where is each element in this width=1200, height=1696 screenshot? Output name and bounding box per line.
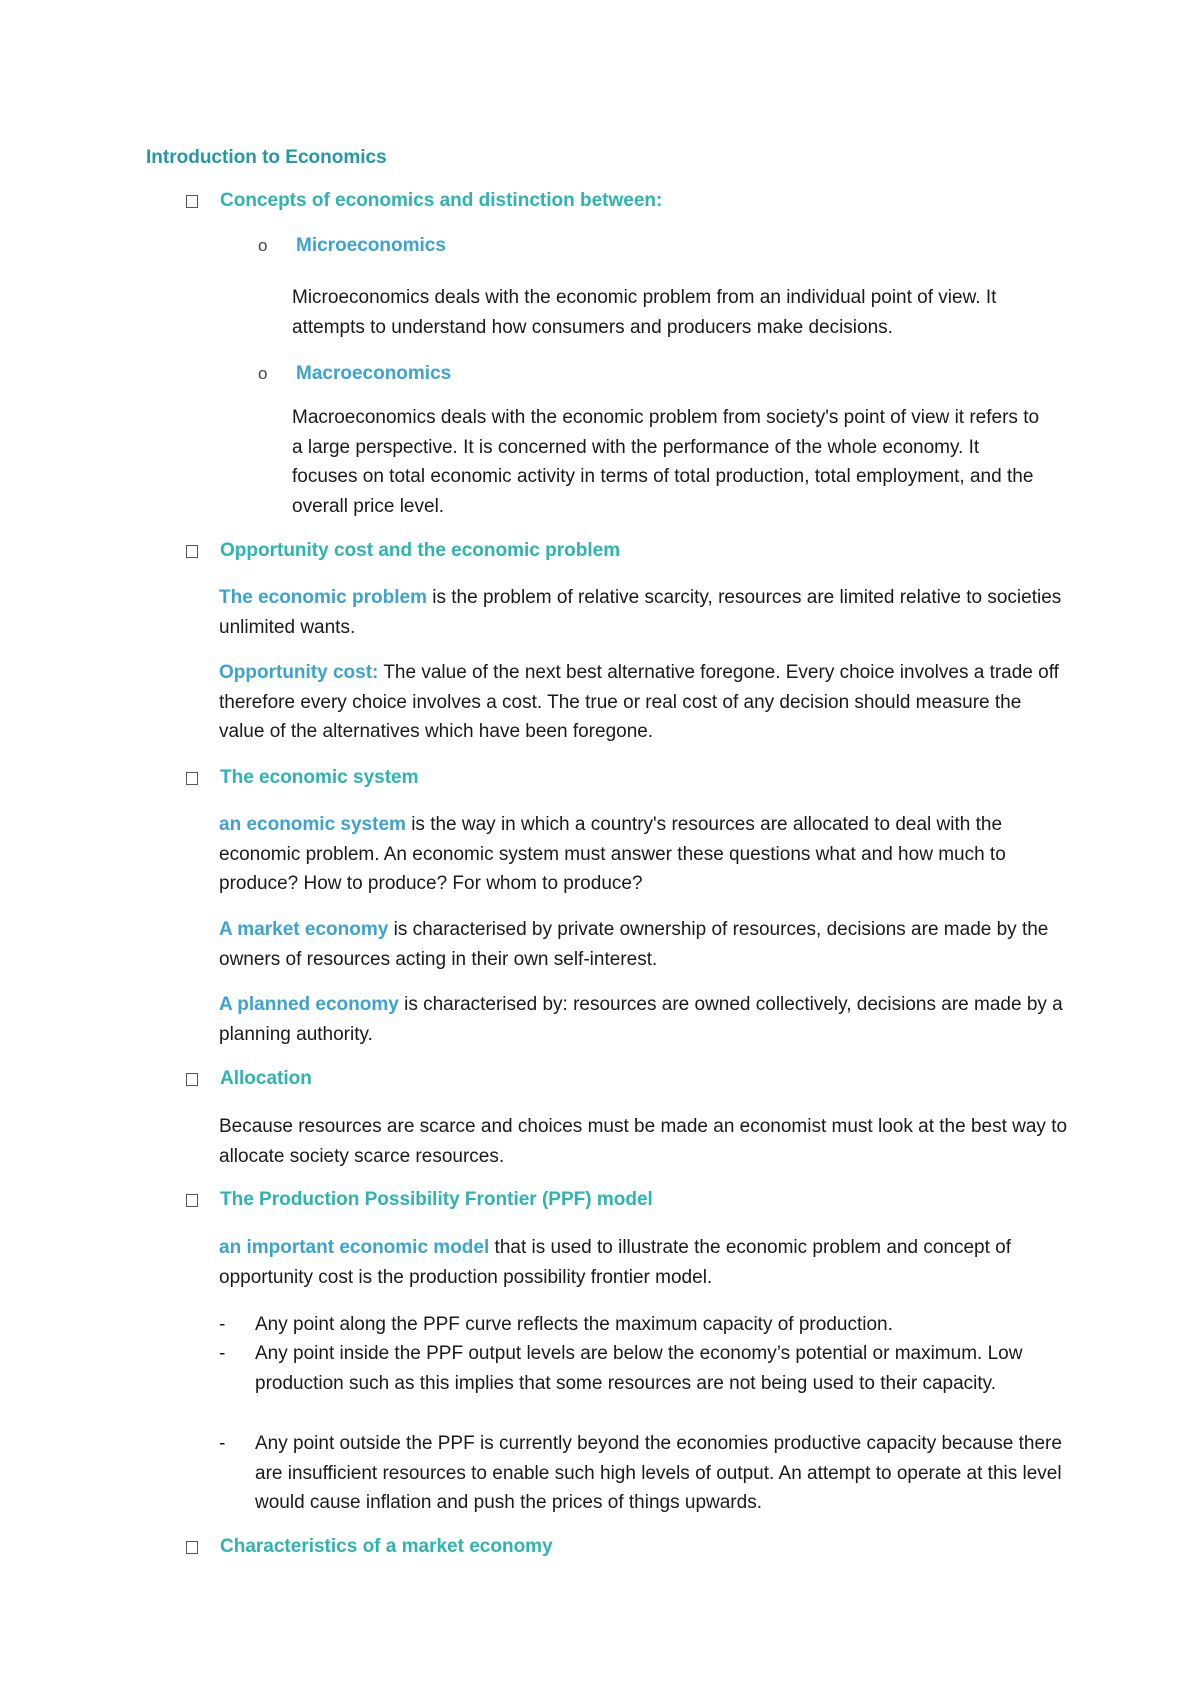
dash-bullet: - [219,1314,226,1335]
term-economic-problem: The economic problem [219,587,427,608]
section-heading: The economic system [220,767,419,788]
micro-text: Microeconomics deals with the economic problem from an individual point of view. It attempts to understand how consumers and producers make decisions. [292,287,997,338]
list-item: Any point inside the PPF output levels are below the economy’s potential or maximum. Low production such as this implies that some resources are not being used to their capacity. [255,1343,1023,1394]
section-opportunity [186,540,620,562]
allocation-text: Because resources are scarce and choices must be made an economist must look at the best way to allocate society scarce resources. [219,1116,1068,1167]
list-item: Any point outside the PPF is currently beyond the economies productive capacity because there are insufficient resources to enable such high levels of output. An attempt to operate at this level would cause inflation and push the prices of things upwards. [255,1433,1062,1513]
checkbox-bullet-icon [186,195,198,208]
section-heading: Opportunity cost and the economic problem [220,540,621,561]
checkbox-bullet-icon [186,1073,198,1086]
section-market-characteristics [186,1536,553,1558]
paragraph-text: is characterised by: resources are owned collectively, decisions are made by a planning authority. [219,994,1063,1045]
ppf-paragraph [219,1233,1069,1292]
term-market-economy: A market economy [219,919,389,940]
checkbox-bullet-icon [186,1541,198,1554]
term-economic-model: an important economic model [219,1237,490,1258]
section-ppf [186,1189,653,1211]
macro-text: Macroeconomics deals with the economic problem from society's point of view it refers to a large perspective. It is concerned with the performance of the whole economy. It focuses on total economic activity in terms of total production, total employment, and the overall price level. [292,407,1040,517]
section-economic-system [186,767,419,789]
paragraph-text: is the problem of relative scarcity, resources are limited relative to societies unlimited wants. [219,587,1062,638]
term-opportunity-cost: Opportunity cost: [219,662,379,683]
circle-bullet-icon: o [258,364,268,383]
section-heading: Concepts of economics and distinction between: [220,190,663,211]
list-item: Any point along the PPF curve reflects the maximum capacity of production. [255,1314,893,1335]
circle-bullet-icon: o [258,236,268,255]
section-concepts [186,190,662,212]
market-economy-paragraph [219,915,1069,974]
subsection-macro [258,363,451,385]
checkbox-bullet-icon [186,545,198,558]
dash-bullet: - [219,1343,226,1364]
section-heading: The Production Possibility Frontier (PPF) model [220,1189,653,1210]
page-title: Introduction to Economics [146,147,387,168]
paragraph-text: is characterised by private ownership of resources, decisions are made by the owners of resources acting in their own self-interest. [219,919,1049,970]
term-planned-economy: A planned economy [219,994,399,1015]
economic-problem-paragraph [219,583,1069,642]
section-heading: Characteristics of a market economy [220,1536,553,1557]
term-economic-system: an economic system [219,814,406,835]
checkbox-bullet-icon [186,772,198,785]
paragraph-text: is the way in which a country's resources are allocated to deal with the economic problem. An economic system must answer these questions what and how much to produce? How to produce? For whom to produce? [219,814,1006,894]
economic-system-paragraph [219,810,1069,899]
paragraph-text: The value of the next best alternative foregone. Every choice involves a trade off therefore every choice involves a cost. The true or real cost of any decision should measure the value of the alternatives which have been foregone. [219,662,1059,742]
subsection-heading: Microeconomics [296,235,446,256]
subsection-heading: Macroeconomics [296,363,452,384]
section-allocation [186,1068,312,1090]
opportunity-cost-paragraph [219,658,1069,747]
section-heading: Allocation [220,1068,312,1089]
planned-economy-paragraph [219,990,1069,1049]
dash-bullet: - [219,1433,226,1454]
paragraph-text: that is used to illustrate the economic problem and concept of opportunity cost is the production possibility frontier model. [219,1237,1012,1288]
checkbox-bullet-icon [186,1194,198,1207]
subsection-micro [258,235,446,257]
